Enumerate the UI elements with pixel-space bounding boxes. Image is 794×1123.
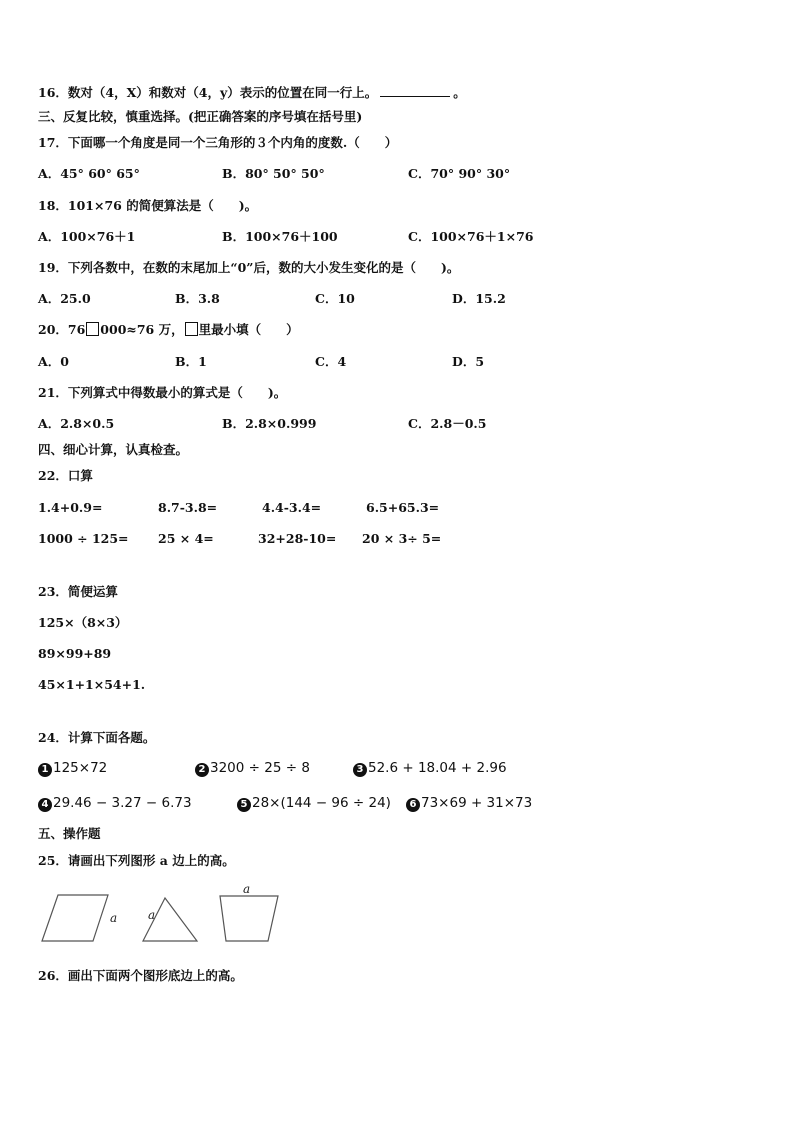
q22-item: 1000 ÷ 125= (38, 531, 129, 546)
section-4-title: 四、细心计算，认真检查。 (38, 442, 189, 457)
question-24-title: 24．计算下面各题。 (38, 730, 156, 745)
question-25-title: 25．请画出下列图形 a 边上的高。 (38, 853, 235, 868)
q21-option-a: A．2.8×0.5 (38, 416, 115, 431)
q22-item: 6.5+65.3= (366, 500, 440, 515)
q24-expr: 73×69 + 31×73 (421, 795, 533, 811)
section-5-title: 五、操作题 (38, 826, 101, 841)
q18-option-c: C．100×76＋1×76 (408, 229, 534, 244)
q23-item: 45×1+1×54+1. (38, 677, 146, 692)
q24-expr: 3200 ÷ 25 ÷ 8 (210, 760, 310, 776)
side-label-a: a (148, 908, 156, 922)
side-label-a: a (110, 911, 118, 925)
circled-number: 1 (38, 763, 52, 777)
q22-item: 1.4+0.9= (38, 500, 103, 515)
section-3-title: 三、反复比较，慎重选择。(把正确答案的序号填在括号里) (38, 109, 363, 124)
q20-option-c: C．4 (315, 354, 347, 369)
question-22-title: 22．口算 (38, 468, 93, 483)
circled-number: 6 (406, 798, 420, 812)
q17-option-a: A．45° 60° 65° (38, 166, 140, 181)
q24-expr: 29.46 − 3.27 − 6.73 (53, 795, 192, 811)
question-20-mid: 000≈76 万， (100, 322, 184, 337)
q19-option-c: C．10 (315, 291, 355, 306)
question-17-text: 17．下面哪一个角度是同一个三角形的３个内角的度数.（ ） (38, 135, 398, 150)
q22-item: 8.7-3.8= (158, 500, 218, 515)
q22-item: 32+28-10= (258, 531, 337, 546)
q20-option-a: A．0 (38, 354, 69, 369)
q20-option-b: B．1 (175, 354, 207, 369)
q24-expr: 28×(144 − 96 ÷ 24) (252, 795, 391, 811)
question-23-title: 23．简便运算 (38, 584, 118, 599)
q22-item: 20 × 3÷ 5= (362, 531, 442, 546)
q22-item: 4.4-3.4= (262, 500, 322, 515)
parallelogram-shape (42, 895, 108, 941)
q24-expr: 52.6 + 18.04 + 2.96 (368, 760, 507, 776)
side-label-a: a (243, 882, 251, 896)
q24-expr: 125×72 (53, 760, 108, 776)
q22-item: 25 × 4= (158, 531, 214, 546)
q20-option-d: D．5 (452, 354, 485, 369)
q19-option-a: A．25.0 (38, 291, 91, 306)
question-18-text: 18．101×76 的简便算法是（ )。 (38, 198, 258, 213)
circled-number: 4 (38, 798, 52, 812)
question-16-end: 。 (453, 85, 466, 100)
q19-option-d: D．15.2 (452, 291, 506, 306)
q21-option-c: C．2.8－0.5 (408, 416, 487, 431)
q23-item: 125×（8×3） (38, 615, 128, 630)
q18-option-a: A．100×76＋1 (38, 229, 136, 244)
circled-number: 3 (353, 763, 367, 777)
q21-option-b: B．2.8×0.999 (222, 416, 317, 431)
q18-option-b: B．100×76＋100 (222, 229, 338, 244)
circled-number: 5 (237, 798, 251, 812)
q17-option-b: B．80° 50° 50° (222, 166, 325, 181)
question-19-text: 19．下列各数中，在数的末尾加上“0”后，数的大小发生变化的是（ )。 (38, 260, 460, 275)
question-26-title: 26．画出下面两个图形底边上的高。 (38, 968, 243, 983)
q23-item: 89×99+89 (38, 646, 112, 661)
question-20-pre: 20．76 (38, 322, 86, 337)
question-21-text: 21．下列算式中得数最小的算式是（ )。 (38, 385, 287, 400)
question-20-post: 里最小填（ ） (198, 322, 299, 337)
circled-number: 2 (195, 763, 209, 777)
q19-option-b: B．3.8 (175, 291, 220, 306)
question-16-text: 16．数对（4，X）和数对（4，y）表示的位置在同一行上。 (38, 85, 378, 100)
trapezoid-shape (220, 896, 278, 941)
q17-option-c: C．70° 90° 30° (408, 166, 511, 181)
